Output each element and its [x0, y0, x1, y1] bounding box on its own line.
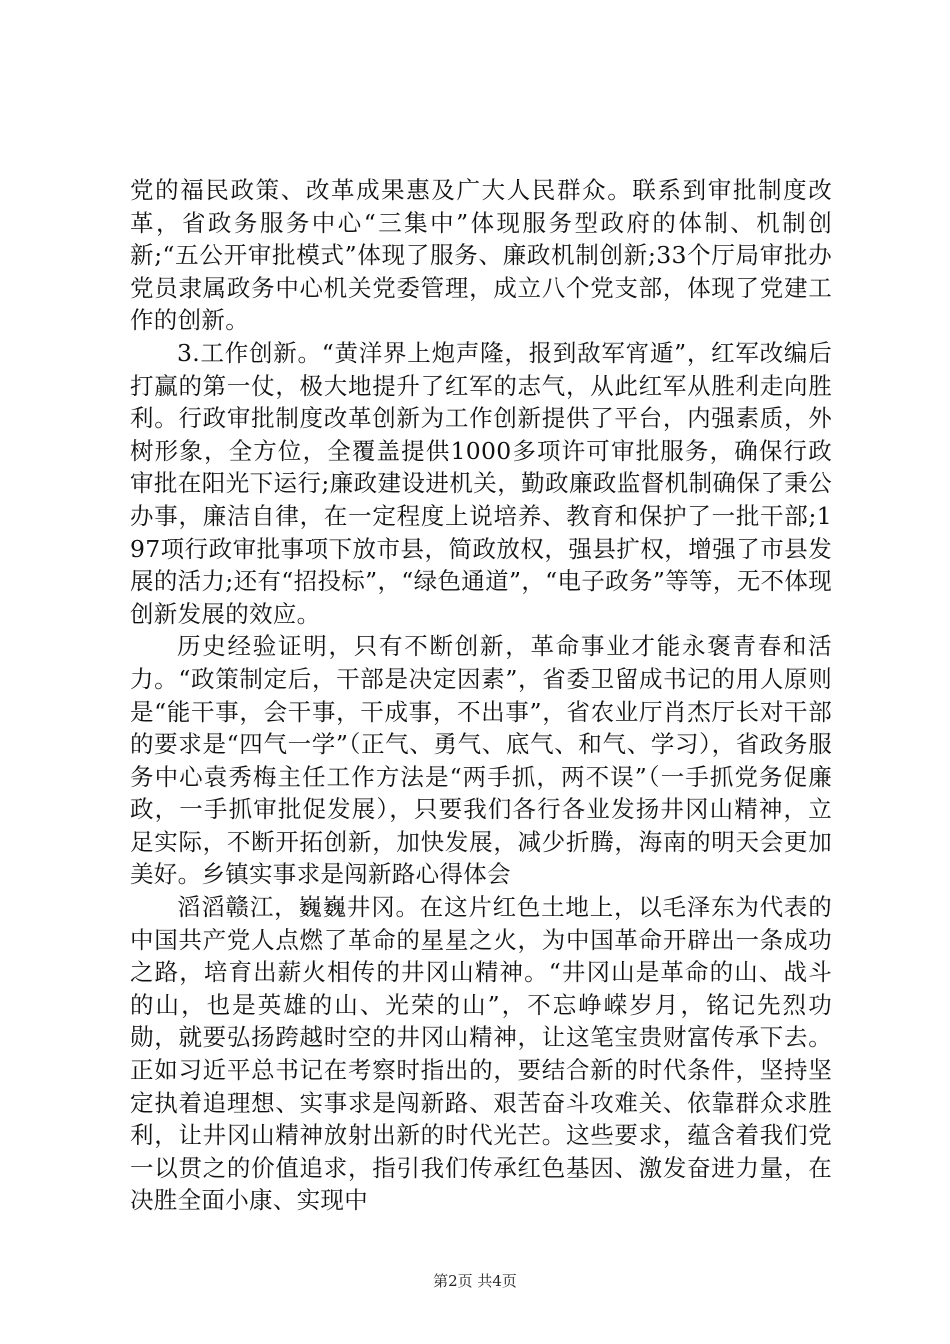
- paragraph-jinggangshan-spirit: 滔滔赣江，巍巍井冈。在这片红色土地上，以毛泽东为代表的中国共产党人点燃了革命的星星之火，为中国革命开辟出一条成功之路，培育出薪火相传的井冈山精神。“井冈山是革命的山、战斗的山，也是英雄的山、光荣的山”，不忘峥嵘岁月，铭记先烈功勋，就要弘扬跨越时空的井冈山精神，让这笔宝贵财富传承下去。正如习近平总书记在考察时指出的，要结合新的时代条件，坚持坚定执着追理想、实事求是闯新路、艰苦奋斗攻难关、依靠群众求胜利，让井冈山精神放射出新的时代光芒。这些要求，蕴含着我们党一以贯之的价值追求，指引我们传承红色基因、激发奋进力量，在决胜全面小康、实现中: [130, 893, 832, 1215]
- page-number-footer: 第2页 共4页: [433, 1272, 517, 1290]
- paragraph-historical-experience: 历史经验证明，只有不断创新，革命事业才能永褒青春和活力。“政策制定后，干部是决定因素”，省委卫留成书记的用人原则是“能干事，会干事，干成事，不出事”，省农业厅肖杰厅长对干部的要求是“四气一学”（正气、勇气、底气、和气、学习），省政务服务中心袁秀梅主任工作方法是“两手抓，两不误”（一手抓党务促廉政，一手抓审批促发展），只要我们各行各业发扬井冈山精神，立足实际，不断开拓创新，加快发展，减少折腾，海南的明天会更加美好。乡镇实事求是闯新路心得体会: [130, 632, 832, 889]
- paragraph-policy-benefits: 党的福民政策、改革成果惠及广大人民群众。联系到审批制度改革，省政务服务中心“三集中”体现服务型政府的体制、机制创新;“五公开审批模式”体现了服务、廉政机制创新;33个厅局审批办党员隶属政务中心机关党委管理，成立八个党支部，体现了党建工作的创新。: [130, 176, 832, 335]
- paragraph-work-innovation: 3.工作创新。“黄洋界上炮声隆，报到敌军宵遁”，红军改编后打赢的第一仗，极大地提升了红军的志气，从此红军从胜利走向胜利。行政审批制度改革创新为工作创新提供了平台，内强素质，外树形象，全方位，全覆盖提供1000多项许可审批服务，确保行政审批在阳光下运行;廉政建设进机关，勤政廉政监督机制确保了秉公办事，廉洁自律，在一定程度上说培养、教育和保护了一批干部;197项行政审批事项下放市县，简政放权，强县扩权，增强了市县发展的活力;还有“招投标”，“绿色通道”，“电子政务”等等，无不体现创新发展的效应。: [130, 338, 832, 628]
- document-body: [130, 174, 832, 1217]
